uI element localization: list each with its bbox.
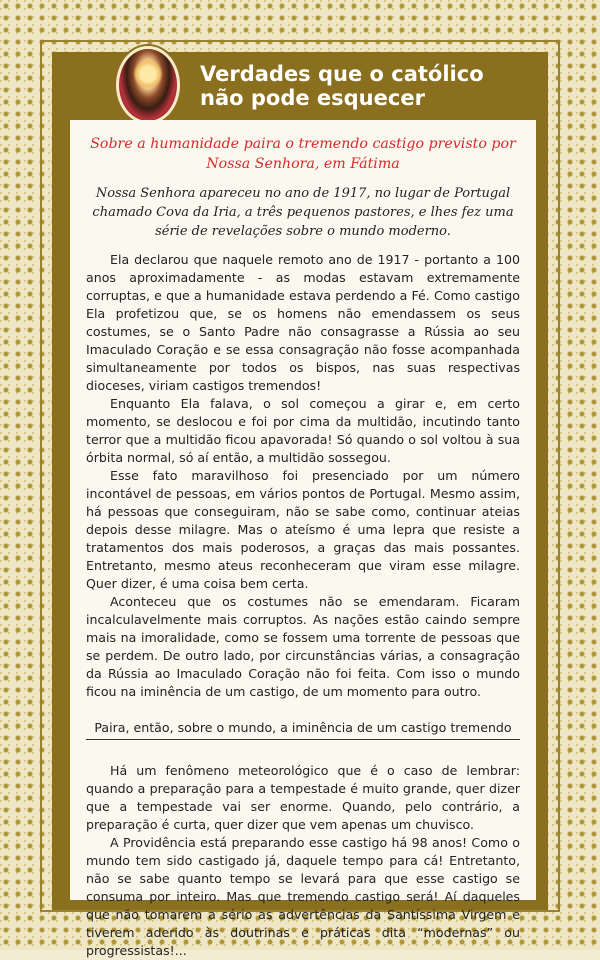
paragraph: Há um fenômeno meteorológico que é o caso de lembrar: quando a preparação para a tempestade é muito grande, quer dizer que a tempestade vai ser enorme. Quando, pelo contrário, a preparação é curta, quer dizer que vem apenas um chuvisco.: [86, 763, 520, 832]
title-line-2: não pode esquecer: [200, 86, 425, 110]
paragraph: Ela declarou que naquele remoto ano de 1917 - portanto a 100 anos aproximadamente - as modas estavam extremamente corruptas, e que a humanidade estava perdendo a Fé. Como castigo Ela profetizou que, se os homens não emendassem os seus costumes, se o Santo Padre não consagrasse a Rússia ao seu Imaculado Coração e se essa consagração não fosse acompanhada simultaneamente por todos os bispos, nas suas respectivas dioceses, viriam castigos tremendos!: [86, 252, 520, 393]
title-line-1: Verdades que o católico: [200, 62, 484, 86]
paragraph: Esse fato maravilhoso foi presenciado por um número incontável de pessoas, em vários pontos de Portugal. Mesmo assim, há pessoas que conseguiram, não se sabe como, continuar ateias depois desse milagre. Mas o ateísmo é uma lepra que resiste a tratamentos dos mais poderosos, a graças das mais possantes. Entretanto, mesmo ateus reconheceram que viram esse milagre. Quer dizer, é uma coisa bem certa.: [86, 468, 520, 591]
paragraph: A Providência está preparando esse castigo há 98 anos! Como o mundo tem sido castigado já, daquele tempo para cá! Entretanto, não se sabe quanto tempo se levará para que esse castigo se consuma por inteiro. Mas que tremendo castigo será! Aí daqueles que não tomarem a sério as advertências da Santíssima Virgem e tiverem aderido às doutrinas e práticas dita “modernas” ou progressistas!...: [86, 835, 520, 958]
sacred-heart-portrait: [116, 46, 180, 124]
paragraph: Enquanto Ela falava, o sol começou a girar e, em certo momento, se deslocou e foi por cima da multidão, incutindo tanto terror que a multidão ficou apavorada! Só quando o sol voltou à sua órbita normal, só aí então, a multidão sossegou.: [86, 396, 520, 465]
paragraph: Aconteceu que os costumes não se emendaram. Ficaram incalculavelmente mais corruptos. As nações estão caindo sempre mais na imoralidade, como se fossem uma torrente de pessoas que se perdem. De outro lado, por circunstâncias várias, a consagração da Rússia ao Imaculado Coração não foi feita. Com isso o mundo ficou na iminência de um castigo, de um momento para outro.: [86, 594, 520, 699]
halo-icon: [133, 59, 163, 89]
section-title: Paira, então, sobre o mundo, a iminência de um castigo tremendo: [86, 719, 520, 740]
article-body: [70, 120, 536, 958]
article-intro: Nossa Senhora apareceu no ano de 1917, no lugar de Portugal chamado Cova da Iria, a três pequenos pastores, e lhes fez uma série de revelações sobre o mundo moderno.: [92, 186, 514, 239]
page-title: [200, 62, 530, 110]
article-subtitle: Sobre a humanidade paira o tremendo castigo previsto por Nossa Senhora, em Fátima: [90, 136, 516, 172]
